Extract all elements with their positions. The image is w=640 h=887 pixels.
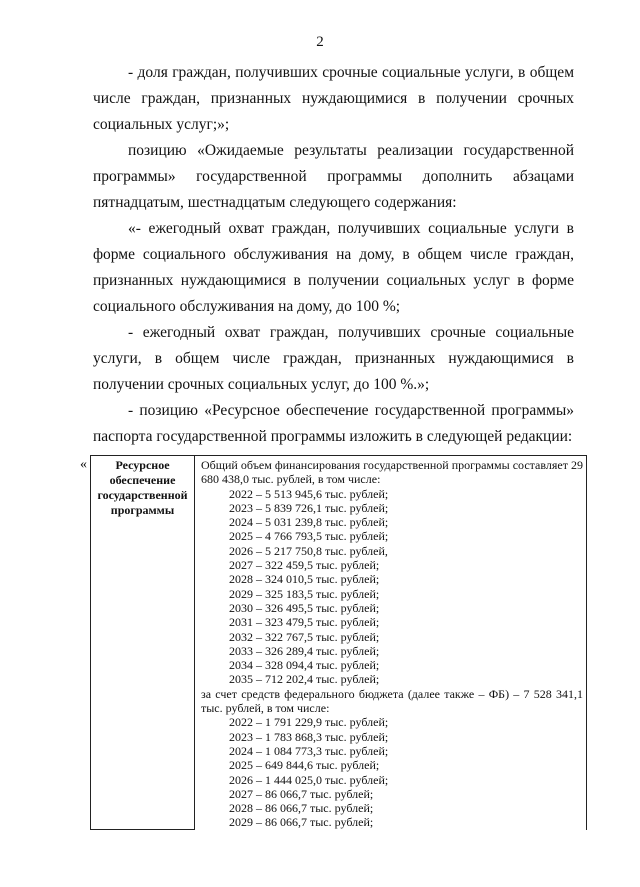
- funding-year-line: 2034 – 328 094,4 тыс. рублей;: [229, 658, 380, 673]
- funding-year-line: 2023 – 1 783 868,3 тыс. рублей;: [229, 729, 389, 744]
- funding-year-line: 2027 – 322 459,5 тыс. рублей;: [229, 558, 380, 573]
- funding-year-line: 2022 – 5 513 945,6 тыс. рублей;: [229, 486, 389, 501]
- paragraph-3: «- ежегодный охват граждан, получивших социальные услуги в форме социального обслуживания на дому, в общем числе граждан, признанных нуждающимися в получении социальных услуг в форме социального обслуживания на дому, до 100 %;: [93, 220, 574, 315]
- federal-funding-intro: за счет средств федерального бюджета (далее также – ФБ) – 7 528 341,1 тыс. рублей, в том числе:: [201, 686, 583, 716]
- opening-quote: «: [80, 457, 87, 472]
- funding-year-line: 2028 – 324 010,5 тыс. рублей;: [229, 572, 380, 587]
- funding-year-line: 2028 – 86 066,7 тыс. рублей;: [229, 801, 374, 816]
- funding-year-line: 2026 – 1 444 025,0 тыс. рублей;: [229, 772, 389, 787]
- funding-year-line: 2032 – 322 767,5 тыс. рублей;: [229, 629, 380, 644]
- funding-year-line: 2026 – 5 217 750,8 тыс. рублей,: [229, 543, 388, 558]
- body-text: [93, 60, 574, 450]
- funding-year-line: 2031 – 323 479,5 тыс. рублей;: [229, 615, 380, 630]
- page-number: 2: [316, 34, 324, 50]
- funding-year-line: 2029 – 325 183,5 тыс. рублей;: [229, 586, 380, 601]
- funding-year-line: 2035 – 712 202,4 тыс. рублей;: [229, 672, 380, 687]
- funding-year-line: 2024 – 1 084 773,3 тыс. рублей;: [229, 743, 389, 758]
- funding-year-line: 2030 – 326 495,5 тыс. рублей;: [229, 600, 380, 615]
- funding-year-line: 2024 – 5 031 239,8 тыс. рублей;: [229, 515, 389, 530]
- funding-year-line: 2025 – 649 844,6 тыс. рублей;: [229, 758, 380, 773]
- total-years-list: [201, 487, 583, 687]
- paragraph-4: - ежегодный охват граждан, получивших срочные социальные услуги, в общем числе граждан, признанных нуждающимися в получении срочных социальных услуг, до 100 %.»;: [93, 324, 574, 393]
- paragraph-2: позицию «Ожидаемые результаты реализации государственной программы» государственной программы дополнить абзацами пятнадцатым, шестнадцатым следующего содержания:: [93, 142, 574, 211]
- funding-year-line: 2023 – 5 839 726,1 тыс. рублей;: [229, 500, 389, 515]
- resource-label: Ресурсное обеспечение государственной программы: [97, 458, 188, 517]
- funding-year-line: 2029 – 86 066,7 тыс. рублей;: [229, 815, 374, 830]
- paragraph-5: - позицию «Ресурсное обеспечение государственной программы» паспорта государственной программы изложить в следующей редакции:: [93, 402, 574, 445]
- total-funding-intro: Общий объем финансирования государственной программы составляет 29 680 438,0 тыс. рублей, в том числе:: [201, 458, 583, 487]
- table-row: [91, 456, 587, 830]
- resource-table: [90, 455, 587, 830]
- funding-year-line: 2022 – 1 791 229,9 тыс. рублей;: [229, 715, 389, 730]
- resource-content-cell: [195, 456, 587, 830]
- funding-year-line: 2033 – 326 289,4 тыс. рублей;: [229, 643, 380, 658]
- funding-year-line: 2025 – 4 766 793,5 тыс. рублей;: [229, 529, 389, 544]
- funding-year-line: 2027 – 86 066,7 тыс. рублей;: [229, 786, 374, 801]
- federal-years-list: [201, 715, 583, 829]
- resource-label-cell: [91, 456, 195, 830]
- paragraph-1: - доля граждан, получивших срочные социальные услуги, в общем числе граждан, признанных нуждающимися в получении срочных социальных услуг;»;: [93, 64, 574, 133]
